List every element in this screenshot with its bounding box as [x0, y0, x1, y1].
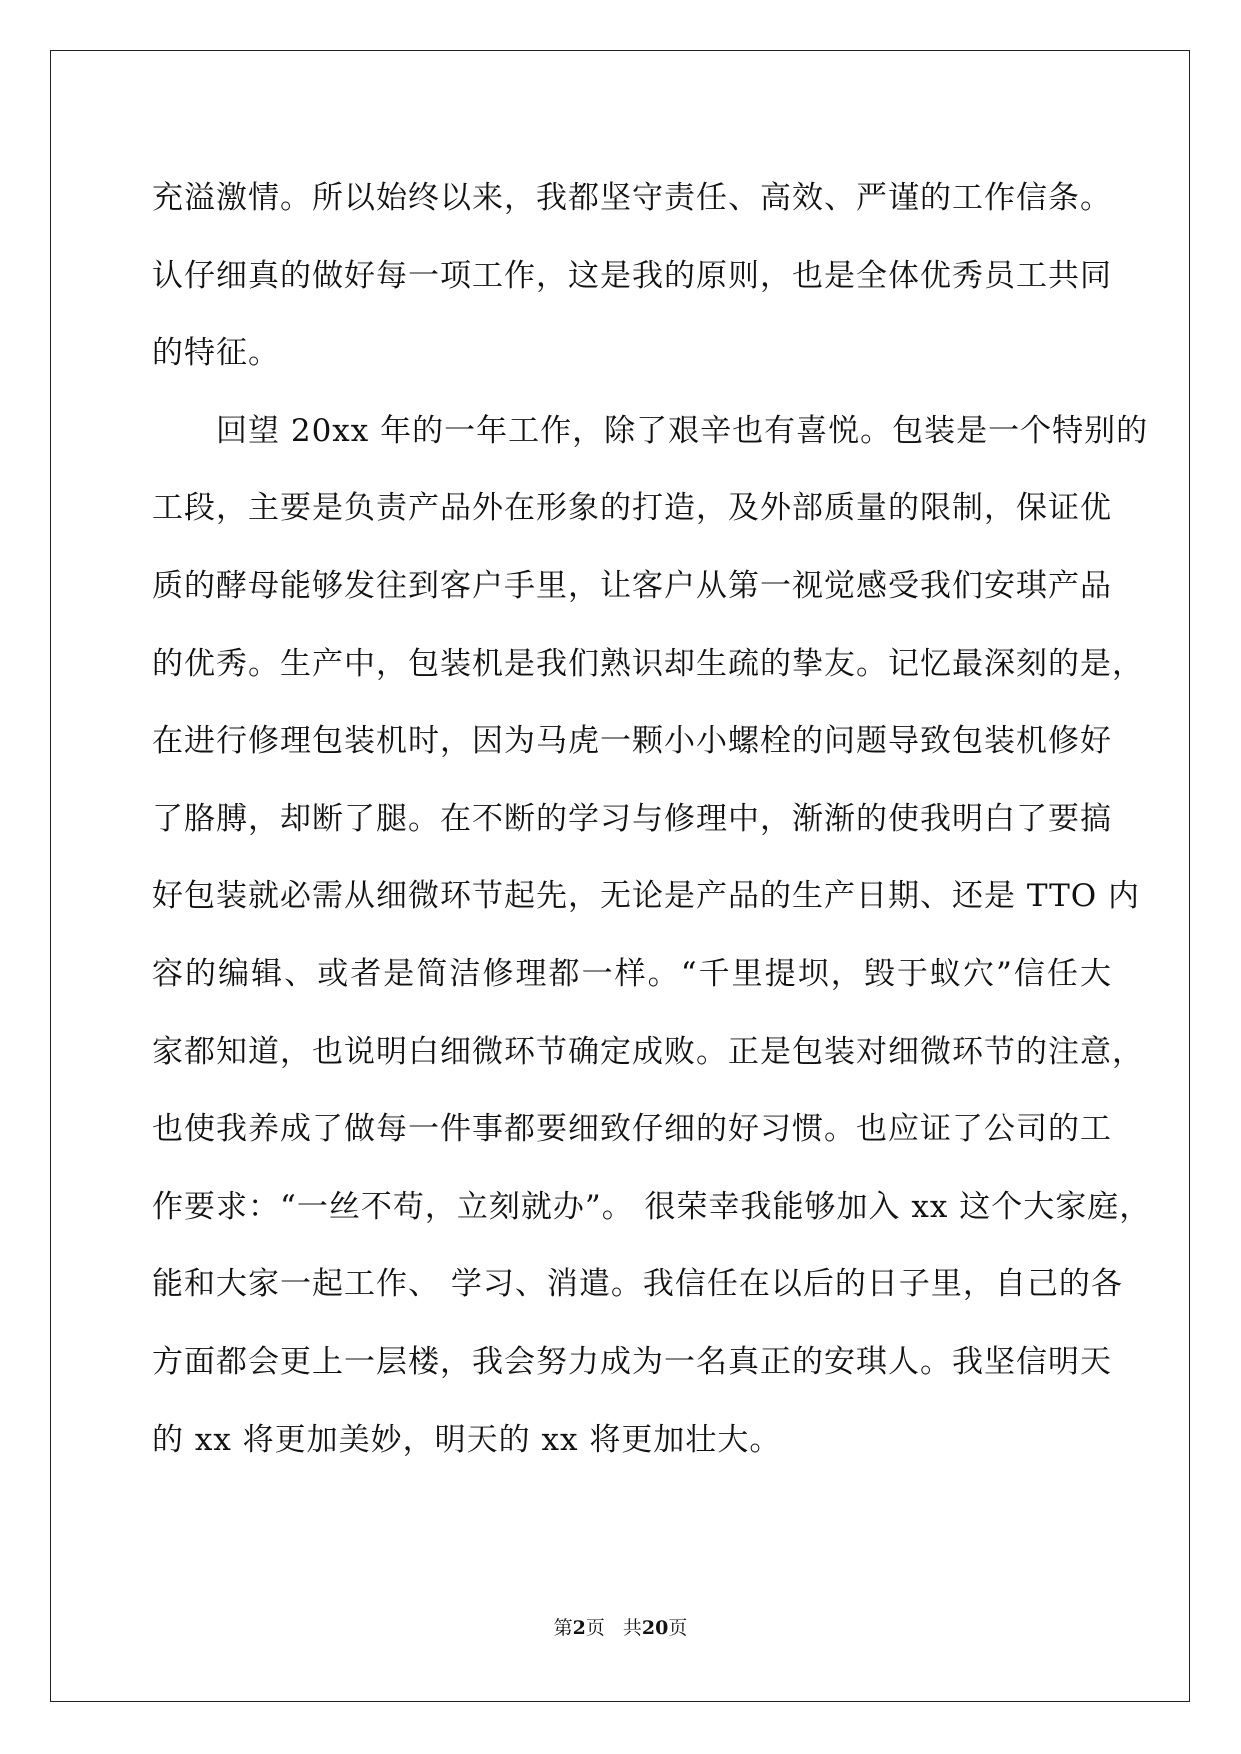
- total-suffix: 页: [668, 1617, 688, 1639]
- text-line: 方面都会更上一层楼，我会努力成为一名真正的安琪人。我坚信明天: [152, 1343, 1112, 1380]
- text-line: 也使我养成了做每一件事都要细致仔细的好习惯。也应证了公司的工: [152, 1111, 1112, 1148]
- text-line: 在进行修理包装机时，因为马虎一颗小小螺栓的问题导致包装机修好: [152, 723, 1112, 760]
- text-line: 好包装就必需从细微环节起先，无论是产品的生产日期、还是 TTO 内: [152, 878, 1141, 915]
- page-footer: [0, 1616, 1241, 1640]
- total-pages: 20: [641, 1617, 669, 1639]
- text-line: 作要求：“一丝不苟，立刻就办”。 很荣幸我能够加入 xx 这个大家庭，: [152, 1188, 1152, 1225]
- text-line: 认仔细真的做好每一项工作，这是我的原则，也是全体优秀员工共同: [152, 257, 1112, 294]
- text-line: 质的酵母能够发往到客户手里，让客户从第一视觉感受我们安琪产品: [152, 567, 1112, 604]
- body-text: [152, 160, 1152, 1479]
- text-line: 能和大家一起工作、 学习、消遣。我信任在以后的日子里，自己的各: [152, 1266, 1123, 1303]
- text-line: 家都知道，也说明白细微环节确定成败。正是包装对细微环节的注意，: [152, 1033, 1144, 1070]
- page-prefix: 第: [553, 1617, 573, 1639]
- page-number: 2: [572, 1617, 586, 1639]
- text-line: 回望 20xx 年的一年工作，除了艰辛也有喜悦。包装是一个特别的: [216, 412, 1149, 449]
- text-line: 的特征。: [152, 335, 280, 372]
- page-suffix: 页: [585, 1617, 605, 1639]
- text-line: 充溢激情。所以始终以来，我都坚守责任、高效、严谨的工作信条。: [152, 180, 1112, 216]
- total-prefix: 共: [622, 1617, 642, 1639]
- text-line: 工段，主要是负责产品外在形象的打造，及外部质量的限制，保证优: [152, 490, 1112, 527]
- text-line: 的优秀。生产中，包装机是我们熟识却生疏的挚友。记忆最深刻的是，: [152, 645, 1144, 682]
- text-line: 容的编辑、或者是简洁修理都一样。“千里提坝，毁于蚁穴”信任大: [152, 955, 1112, 992]
- text-line: 了胳膊，却断了腿。在不断的学习与修理中，渐渐的使我明白了要搞: [152, 800, 1112, 837]
- text-line: 的 xx 将更加美妙，明天的 xx 将更加壮大。: [152, 1421, 782, 1458]
